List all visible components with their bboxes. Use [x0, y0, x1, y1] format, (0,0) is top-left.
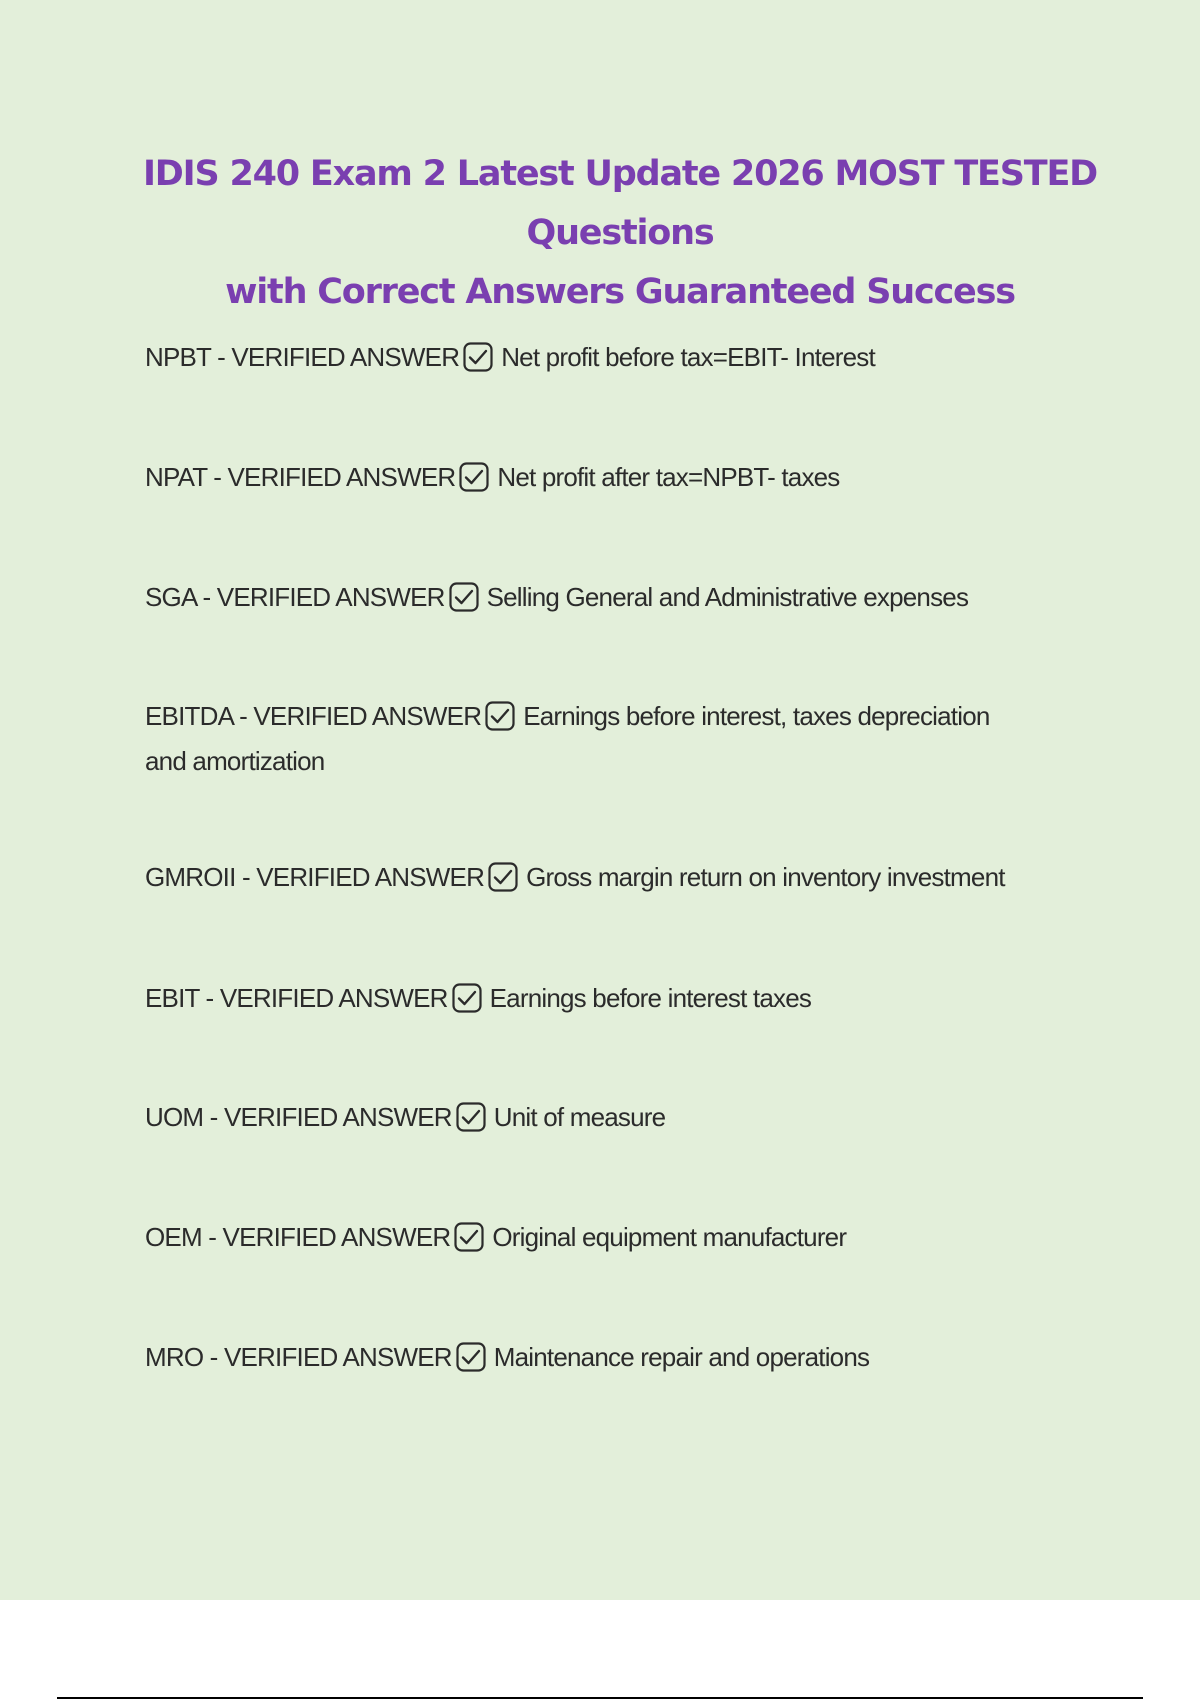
check-box-icon — [488, 862, 518, 892]
entry-term: SGA - VERIFIED ANSWER — [145, 582, 445, 612]
entry-sga — [145, 575, 1005, 620]
entry-answer: Selling General and Administrative expenses — [486, 582, 969, 612]
check-box-icon — [449, 582, 479, 612]
entry-term: OEM - VERIFIED ANSWER — [145, 1222, 451, 1252]
entry-mro — [145, 1335, 1005, 1380]
check-box-icon — [456, 1102, 486, 1132]
check-box-icon — [485, 701, 515, 731]
entry-term: MRO - VERIFIED ANSWER — [145, 1342, 452, 1372]
footer-divider — [57, 1697, 1143, 1699]
check-box-icon — [452, 983, 482, 1013]
entry-answer: Net profit after tax=NPBT- taxes — [497, 462, 840, 492]
entry-answer: Maintenance repair and operations — [493, 1342, 870, 1372]
title-line-1: IDIS 240 Exam 2 Latest Update 2026 MOST TESTED Questions — [142, 154, 1098, 253]
entry-answer: Earnings before interest, taxes depreciation and amortization — [145, 701, 990, 776]
entry-term: GMROII - VERIFIED ANSWER — [145, 862, 485, 892]
entry-oem — [145, 1215, 1005, 1260]
entry-answer: Gross margin return on inventory investment — [526, 862, 1005, 892]
entry-answer: Original equipment manufacturer — [492, 1222, 847, 1252]
entry-term: UOM - VERIFIED ANSWER — [145, 1102, 452, 1132]
entry-term: EBIT - VERIFIED ANSWER — [145, 983, 448, 1013]
entry-answer: Net profit before tax=EBIT- Interest — [501, 342, 875, 372]
entry-uom — [145, 1095, 1005, 1140]
entry-gmroii — [145, 855, 1005, 900]
check-box-icon — [454, 1222, 484, 1252]
entry-npat — [145, 455, 1005, 500]
document-title — [100, 145, 1140, 322]
entry-term: NPBT - VERIFIED ANSWER — [145, 342, 460, 372]
entry-ebit — [145, 976, 1005, 1021]
entry-answer: Unit of measure — [493, 1102, 666, 1132]
entry-term: EBITDA - VERIFIED ANSWER — [145, 701, 482, 731]
entry-npbt — [145, 335, 1005, 380]
check-box-icon — [456, 1342, 486, 1372]
entry-term: NPAT - VERIFIED ANSWER — [145, 462, 456, 492]
entry-answer: Earnings before interest taxes — [489, 983, 812, 1013]
check-box-icon — [463, 342, 493, 372]
entry-ebitda — [145, 694, 1005, 784]
check-box-icon — [459, 462, 489, 492]
title-line-2: with Correct Answers Guaranteed Success — [225, 272, 1015, 312]
